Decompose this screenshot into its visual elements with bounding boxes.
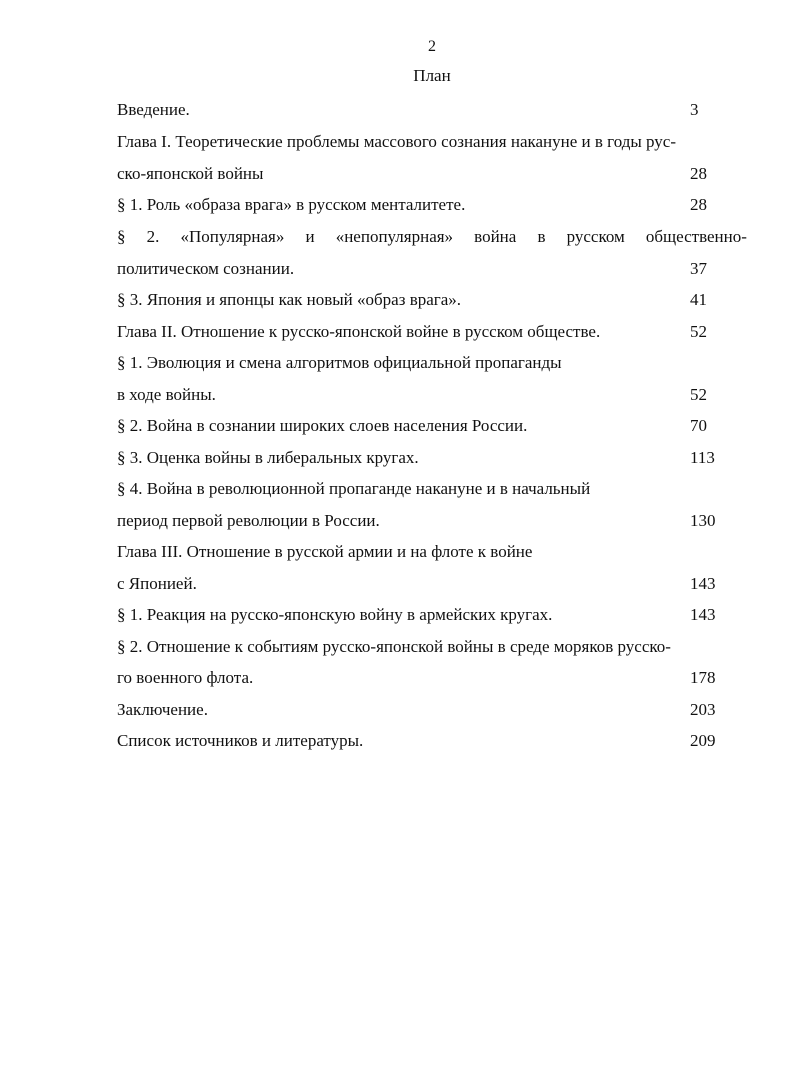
toc-ch1-s2-word: русском [566, 227, 625, 246]
toc-ch1-s2-line1 [117, 227, 747, 247]
toc-ch1-line2: ско-японской войны [117, 164, 264, 183]
toc-ch1-s2-word: в [537, 227, 546, 246]
toc-ch3-line1: Глава III. Отношение в русской армии и на флоте к войне [117, 542, 533, 561]
toc-ch1-s2-word: общественно- [645, 227, 747, 246]
toc-ch1-s3-text: § 3. Япония и японцы как новый «образ врага». [117, 290, 462, 309]
toc-ch3-s2-page: 178 [690, 668, 716, 687]
toc-ch1-s2-word: и [305, 227, 315, 246]
toc-conclusion-text: Заключение. [117, 700, 208, 719]
toc-ch3-s2-line1: § 2. Отношение к событиям русско-японской войны в среде моряков русско- [117, 637, 671, 656]
toc-ch2-s3-page: 113 [690, 448, 715, 467]
toc-ch1-s1-page: 28 [690, 195, 707, 214]
toc-ch3-page: 143 [690, 574, 716, 593]
toc-ch1-s1-text: § 1. Роль «образа врага» в русском менталитете. [117, 195, 466, 214]
toc-ch2-page: 52 [690, 322, 707, 341]
toc-sources-page: 209 [690, 731, 716, 750]
toc-ch2-s1-line1: § 1. Эволюция и смена алгоритмов официальной пропаганды [117, 353, 562, 372]
toc-ch3-s2-line2: го военного флота. [117, 668, 254, 687]
toc-ch2-s4-page: 130 [690, 511, 716, 530]
toc-conclusion-page: 203 [690, 700, 716, 719]
page-number: 2 [428, 38, 436, 55]
toc-ch1-s3-page: 41 [690, 290, 707, 309]
toc-ch1-s2-word: война [474, 227, 517, 246]
toc-ch1-line1: Глава I. Теоретические проблемы массового сознания накануне и в годы рус- [117, 132, 677, 151]
toc-ch2-s2-text: § 2. Война в сознании широких слоев населения России. [117, 416, 528, 435]
toc-ch2-s4-line1: § 4. Война в революционной пропаганде накануне и в начальный [117, 479, 591, 498]
toc-ch2-s1-line2: в ходе войны. [117, 385, 216, 404]
toc-ch2-s2-page: 70 [690, 416, 707, 435]
toc-ch1-s2-line2: политическом сознании. [117, 259, 295, 278]
toc-ch3-line2: с Японией. [117, 574, 197, 593]
toc-ch2-text: Глава II. Отношение к русско-японской войне в русском обществе. [117, 322, 601, 341]
toc-intro-page: 3 [690, 100, 699, 119]
toc-ch1-s2-page: 37 [690, 259, 707, 278]
toc-ch1-s2-word: «Популярная» [180, 227, 285, 246]
toc-ch2-s3-text: § 3. Оценка войны в либеральных кругах. [117, 448, 419, 467]
toc-ch3-s1-text: § 1. Реакция на русско-японскую войну в армейских кругах. [117, 605, 553, 624]
toc-intro-text: Введение. [117, 100, 190, 119]
toc-ch1-s2-word: 2. [146, 227, 160, 246]
toc-ch1-page: 28 [690, 164, 707, 183]
toc-ch3-s1-page: 143 [690, 605, 716, 624]
toc-ch1-s2-word: «непопулярная» [335, 227, 454, 246]
toc-ch2-s1-page: 52 [690, 385, 707, 404]
toc-sources-text: Список источников и литературы. [117, 731, 364, 750]
toc-ch1-s2-word: § [117, 227, 126, 246]
toc-ch2-s4-line2: период первой революции в России. [117, 511, 380, 530]
page-title: План [413, 66, 451, 85]
